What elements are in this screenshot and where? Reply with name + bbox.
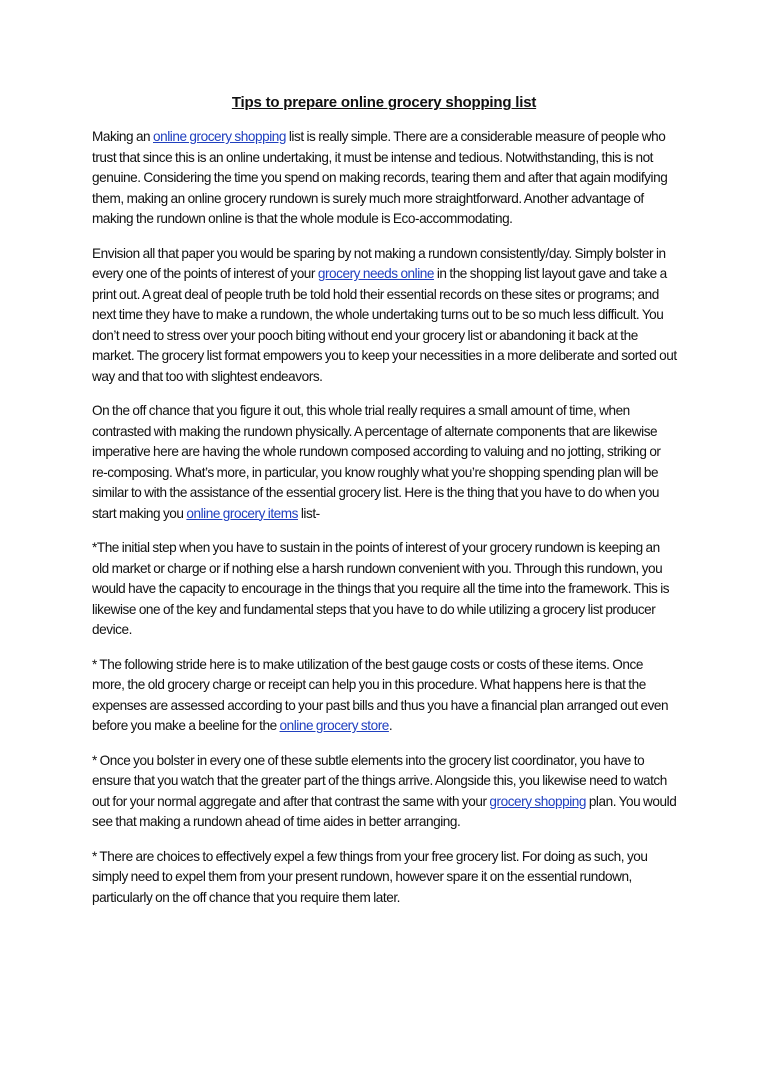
inline-link[interactable]: grocery needs online [317,266,435,281]
paragraph-text: On the off chance that you figure it out, this whole trial really requires a small amount of time, when contrasted with making the rundown physically. A percentage of alternate components that are likewise imperative here are having the whole rundown composed according to valuing and no jotting, striking or re-composing. What’s more, in particular, you know roughly what you’re shopping spending plan will be similar to with the assistance of the essential grocery list. Here is the thing that you have to do when you start making you [92,403,661,521]
paragraph [92,655,677,737]
paragraph-text: * The following stride here is to make utilization of the best gauge costs or costs of these items. Once more, the old grocery charge or receipt can help you in this procedure. What happens here is that the expenses are assessed according to your past bills and thus you have a financial plan arranged out even before you make a beeline for the [92,656,669,733]
paragraph-text: Envision all that paper you would be sparing by not making a rundown consistently/day. Simply bolster in every one of the points of interest of your [92,245,666,281]
document-body [92,127,677,922]
paragraph [92,401,677,524]
paragraph-text: list is really simple. There are a considerable measure of people who trust that since this is an online undertaking, it must be intense and tedious. Notwithstanding, this is not genuine. Considering the time you spend on making records, tearing them and after that again modifying them, making an online grocery rundown is surely much more straightforward. Another advantage of making the rundown online is that the whole module is Eco-accommodating. [92,129,668,226]
inline-link[interactable]: grocery shopping [489,793,586,809]
paragraph [92,847,677,909]
paragraph-text: *The initial step when you have to sustain in the points of interest of your grocery rundown is keeping an old market or charge or if nothing else a harsh rundown convenient with you. Through this rundown, you would have the capacity to encourage in the things that you require all the time into the framework. This is likewise one of the key and fundamental steps that you have to do while utilizing a grocery list producer device. [92,540,670,637]
paragraph [92,127,677,230]
paragraph-text: * There are choices to effectively expel a few things from your free grocery list. For doing as such, you simply need to expel them from your present rundown, however spare it on the essential rundown, particularly on the off chance that you require them later. [92,848,648,905]
paragraph-text: . [388,718,393,733]
paragraph-text: list- [298,505,320,521]
paragraph-text: Making an [92,129,153,144]
paragraph [92,751,677,833]
paragraph [92,538,677,641]
document-title: Tips to prepare online grocery shopping list [231,94,537,111]
inline-link[interactable]: online grocery store [279,718,389,733]
inline-link[interactable]: online grocery shopping [153,129,286,144]
paragraph-text: * Once you bolster in every one of these subtle elements into the grocery list coordinator, you have to ensure that you watch that the greater part of the things arrive. Alongside this, you likewise need to watch out for your normal aggregate and after that contrast the same with your [92,752,667,809]
paragraph-text: plan. You would see that making a rundown ahead of time aides in better arranging. [92,793,677,829]
paragraph-text: in the shopping list layout gave and take a print out. A great deal of people truth be told hold their essential records on these sites or programs; and next time they have to make a rundown, the whole undertaking turns out to be so much less difficult. You don’t need to stress over your pooch biting without end your grocery list or abandoning it back at the market. The grocery list format empowers you to keep your necessities in a more deliberate and sorted out way and that too with slightest endeavors. [92,266,677,384]
inline-link[interactable]: online grocery items [186,505,298,521]
paragraph [92,244,677,388]
